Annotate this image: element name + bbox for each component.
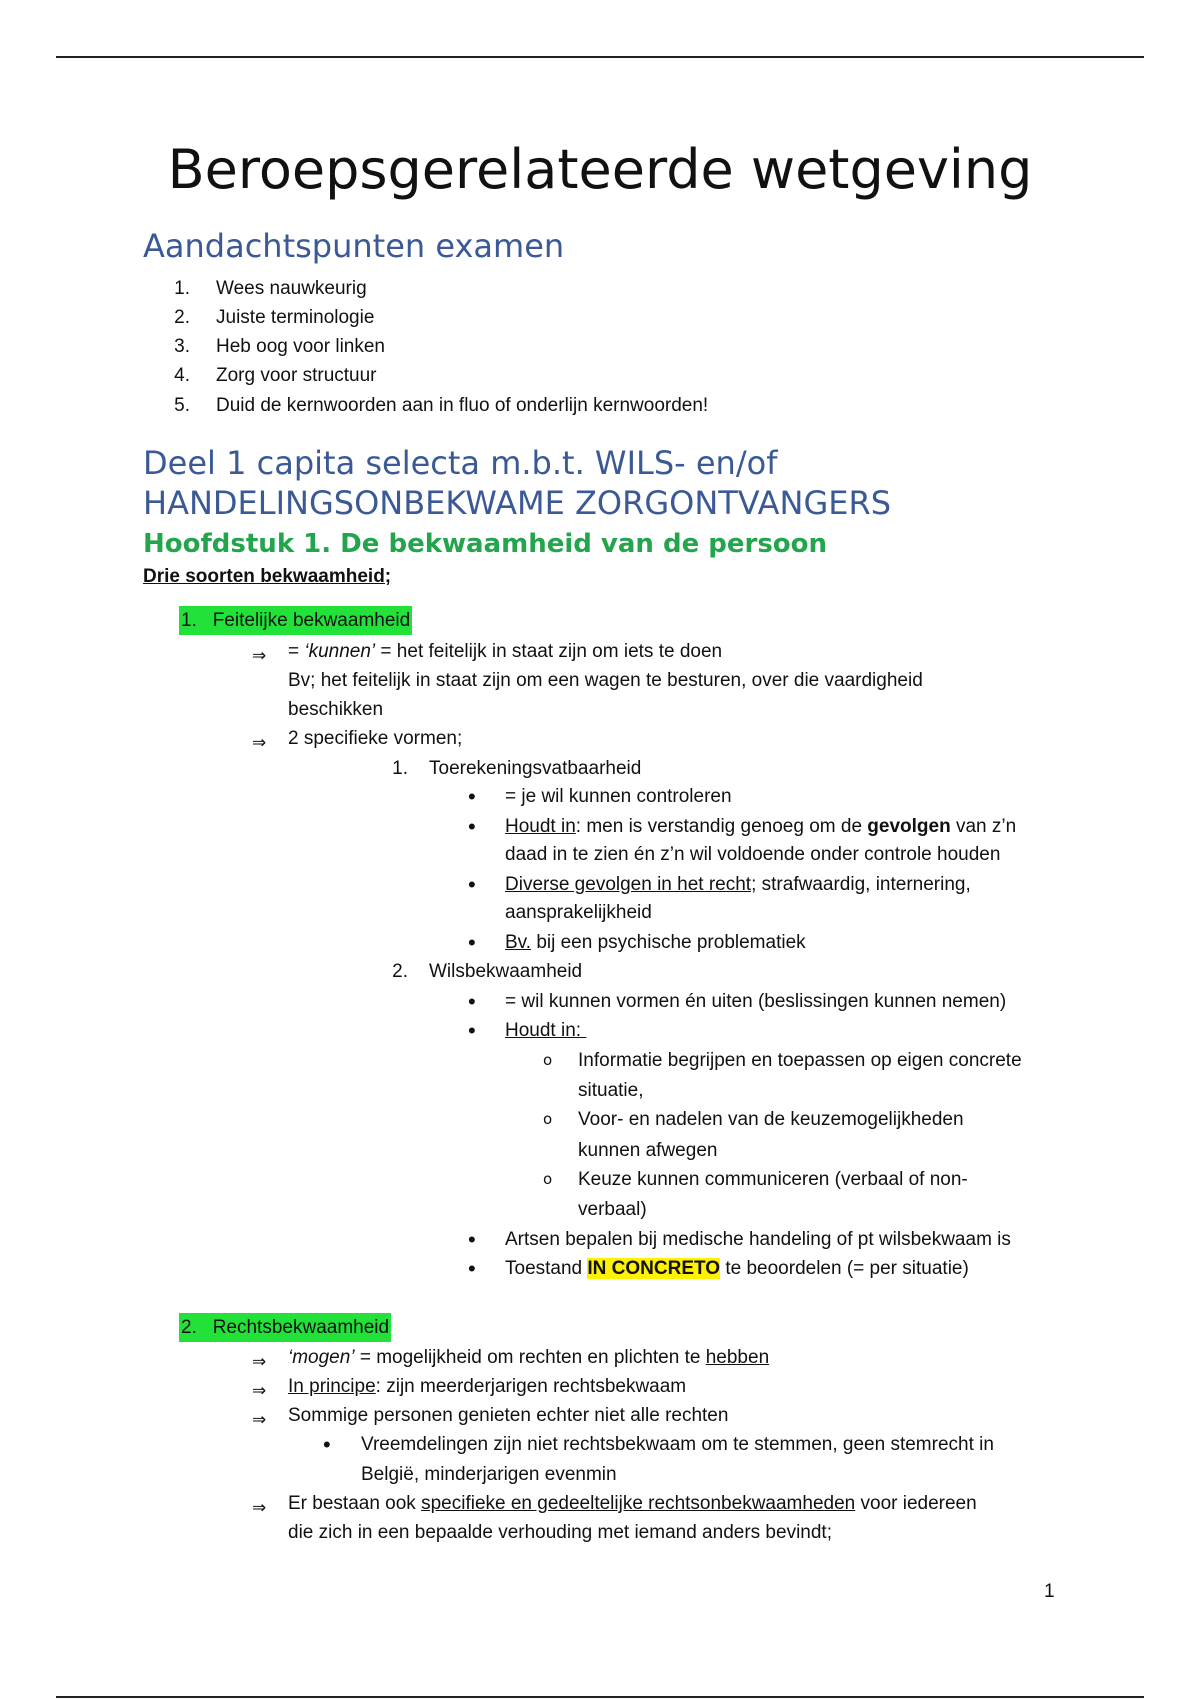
bullet-icon: •: [323, 1432, 331, 1457]
sub1-bullet2-line2: daad in te zien én z’n wil voldoende onder controle houden: [505, 844, 1001, 865]
bullet-icon: •: [468, 1256, 476, 1281]
heading-deel1-line1: Deel 1 capita selecta m.b.t. WILS- en/of: [143, 444, 778, 482]
sub2-item1-line1: Informatie begrijpen en toepassen op eigen concrete: [578, 1050, 1022, 1071]
rechts-item3-bullet-line2: België, minderjarigen evenmin: [361, 1464, 617, 1485]
rechts-item3: Sommige personen genieten echter niet alle rechten: [288, 1405, 729, 1426]
intro-line: Drie soorten bekwaamheid;: [143, 566, 392, 587]
sub2-item3-line2: verbaal): [578, 1199, 647, 1220]
bullet-icon: •: [468, 784, 476, 809]
sub2-bullet3: Artsen bepalen bij medische handeling of pt wilsbekwaam is: [505, 1229, 1011, 1250]
rechts-item1: ‘mogen’ = mogelijkheid om rechten en plichten te hebben: [288, 1347, 770, 1368]
sub2-title: Wilsbekwaamheid: [429, 961, 583, 982]
arrow-icon: ⇒: [252, 1352, 267, 1372]
sub1-bullet4: Bv. bij een psychische problematiek: [505, 932, 806, 953]
sub1-bullet3: Diverse gevolgen in het recht; strafwaardig, internering,: [505, 874, 971, 895]
feitelijke-example-line2: beschikken: [288, 699, 384, 720]
chapter-heading: Hoofdstuk 1. De bekwaamheid van de persoon: [143, 529, 828, 559]
sub2-bullet1: = wil kunnen vormen én uiten (beslissingen kunnen nemen): [505, 991, 1007, 1012]
bullet-icon: •: [468, 930, 476, 955]
feitelijke-forms: 2 specifieke vormen;: [288, 728, 463, 749]
sub2-item1-line2: situatie,: [578, 1080, 644, 1101]
arrow-icon: ⇒: [252, 733, 267, 753]
sub2-item2-line2: kunnen afwegen: [578, 1140, 718, 1161]
sub2-item3-line1: Keuze kunnen communiceren (verbaal of non-: [578, 1169, 968, 1190]
bullet-icon: •: [468, 989, 476, 1014]
sub2-bullet2: Houdt in:: [505, 1020, 587, 1041]
heading-aandachtspunten: Aandachtspunten examen: [143, 227, 565, 265]
circle-bullet-icon: o: [543, 1110, 553, 1128]
rechts-item4-line2: die zich in een bepaalde verhouding met iemand anders bevindt;: [288, 1522, 832, 1543]
arrow-icon: ⇒: [252, 1498, 267, 1518]
sub1-bullet1: = je wil kunnen controleren: [505, 786, 732, 807]
sub1-title: Toerekeningsvatbaarheid: [429, 758, 642, 779]
feitelijke-definition: = ‘kunnen’ = het feitelijk in staat zijn om iets te doen: [288, 641, 723, 662]
heading-deel1-line2: HANDELINGSONBEKWAME ZORGONTVANGERS: [143, 484, 892, 522]
circle-bullet-icon: o: [543, 1051, 553, 1069]
rechts-title: 2. Rechtsbekwaamheid: [179, 1313, 391, 1342]
circle-bullet-icon: o: [543, 1170, 553, 1188]
bottom-rule: [56, 1696, 1144, 1698]
rechts-item2: In principe: zijn meerderjarigen rechtsbekwaam: [288, 1376, 687, 1397]
sub1-bullet2: Houdt in: men is verstandig genoeg om de gevolgen van z’n: [505, 816, 1017, 837]
arrow-icon: ⇒: [252, 1381, 267, 1401]
page-number: 1: [1044, 1581, 1055, 1602]
bullet-icon: •: [468, 814, 476, 839]
rechts-item4: Er bestaan ook specifieke en gedeeltelijke rechtsonbekwaamheden voor iedereen: [288, 1493, 977, 1514]
sub2-number: 2.: [392, 961, 408, 982]
top-rule: [56, 56, 1144, 58]
in-concreto-highlight: IN CONCRETO: [587, 1258, 721, 1279]
sub1-bullet3-line2: aansprakelijkheid: [505, 902, 652, 923]
feitelijke-title: 1. Feitelijke bekwaamheid: [179, 606, 412, 635]
feitelijke-example-line1: Bv; het feitelijk in staat zijn om een wagen te besturen, over die vaardigheid: [288, 670, 923, 691]
arrow-icon: ⇒: [252, 646, 267, 666]
bullet-icon: •: [468, 872, 476, 897]
bullet-icon: •: [468, 1018, 476, 1043]
bullet-icon: •: [468, 1227, 476, 1252]
sub1-number: 1.: [392, 758, 408, 779]
sub2-item2-line1: Voor- en nadelen van de keuzemogelijkheden: [578, 1109, 964, 1130]
arrow-icon: ⇒: [252, 1410, 267, 1430]
sub2-bullet4: Toestand IN CONCRETO te beoordelen (= per situatie): [505, 1258, 969, 1279]
document-page: Beroepsgerelateerde wetgeving Aandachtspunten examen 1. Wees nauwkeurig 2. Juiste terminologie 3. Heb oog voor linken 4. Zorg voor structuur 5. Duid de kernwoorden aan in fluo of onderlijn kernwoorden! Deel 1 capita selecta m.b.t. WILS- en/of HANDELINGSONBEKWAME ZORGONTVANGERS Hoofdstuk 1. De bekwaamheid van de persoon Drie soorten bekwaamheid; 1. Feitelijke bekwaamheid ⇒ = ‘kunnen’ = het feitelijk in staat zijn om iets te doen Bv; het feitelijk in staat zijn om een wagen te besturen, over die vaardigheid beschikken ⇒ 2 specifieke vormen; 1. Toerekeningsvatbaarheid • = je wil kunnen controleren • Houdt in: men is verstandig genoeg om de gevolgen van z’n daad in te zien én z’n wil voldoende onder controle houden • Diverse gevolgen in het recht; strafwaardig, internering, aansprakelijkheid • Bv. bij een psychische problematiek 2. Wilsbekwaamheid • = wil kunnen vormen én uiten (beslissingen kunnen nemen) • Houdt in: o Informatie begrijpen en toepassen op eigen concrete situatie, o Voor- en nadelen van de keuzemogelijkheden kunnen afwegen o Keuze kunnen communiceren (verbaal of non- verbaal) • Artsen bepalen bij medische handeling of pt wilsbekwaam is • Toestand IN CONCRETO te beoordelen (= per situatie) 2. Rechtsbekwaamheid ⇒ ‘mogen’ = mogelijkheid om rechten en plichten te hebben ⇒ In principe: zijn meerderjarigen rechtsbekwaam ⇒ Sommige personen genieten echter niet alle rechten • Vreemdelingen zijn niet rechtsbekwaam om te stemmen, geen stemrecht in België, minderjarigen evenmin ⇒ Er bestaan ook specifieke en gedeeltelijke rechtsonbekwaamheden voor iedereen die zich in een bepaalde verhouding met iemand anders bevindt; 1: [0, 0, 1200, 1700]
document-title: Beroepsgerelateerde wetgeving: [167, 138, 1033, 201]
rechts-item3-bullet-line1: Vreemdelingen zijn niet rechtsbekwaam om te stemmen, geen stemrecht in: [361, 1434, 994, 1455]
